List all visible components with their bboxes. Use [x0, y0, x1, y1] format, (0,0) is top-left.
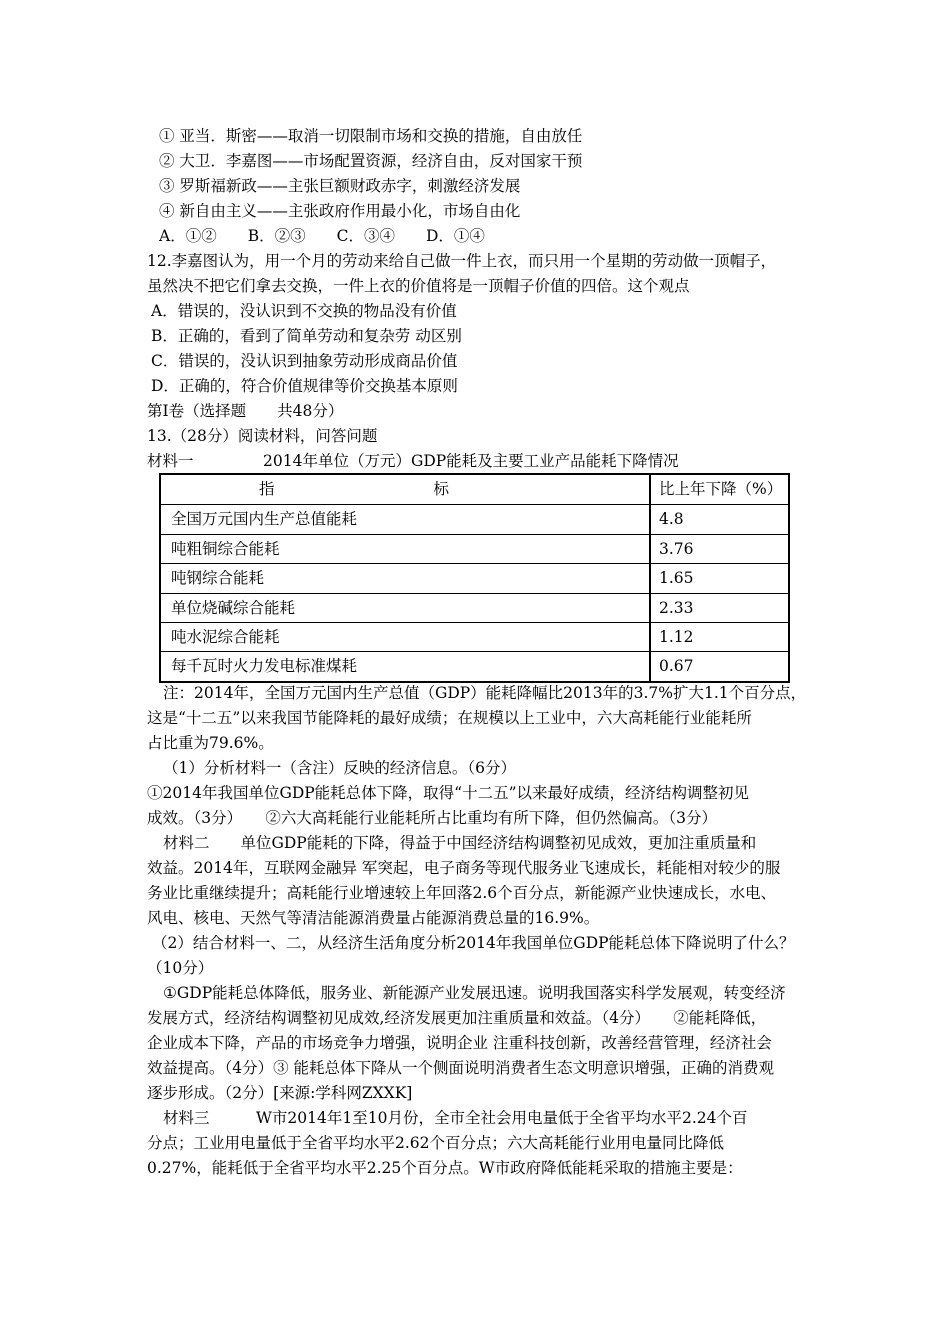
energy-table: [159, 473, 790, 683]
table-row: [161, 504, 788, 533]
q13-part2-question-2: （10分）: [147, 959, 214, 977]
q12-option-a: A．错误的，没认识到不交换的物品没有价值: [151, 302, 457, 320]
q13-part2-question-1: （2）结合材料一、二，从经济生活角度分析2014年我国单位GDP能耗总体下降说明了什么？: [152, 934, 795, 952]
material3-line-1: 材料三 W市2014年1至10月份，全市全社会用电量低于全省平均水平2.24个百: [163, 1109, 748, 1127]
table-row: [161, 651, 788, 680]
q13-part2-answer-4: 效益提高。（4分）③ 能耗总体下降从一个侧面说明消费者生态文明意识增强，正确的消费观: [147, 1059, 775, 1077]
q13-part2-answer-3: 企业成本下降，产品的市场竞争力增强，说明企业 注重科技创新，改善经营管理，经济社会: [147, 1034, 772, 1052]
header-char-2: 标: [433, 480, 449, 498]
table-row: [161, 593, 788, 622]
table-header-change: 比上年下降（%）: [650, 475, 788, 504]
row-indicator: 吨粗铜综合能耗: [161, 535, 650, 563]
row-value: 4.8: [650, 505, 788, 533]
note-line-3: 占比重为79.6%。: [147, 734, 274, 752]
row-value: 0.67: [650, 652, 788, 680]
q11-option-3: ③ 罗斯福新政——主张巨额财政赤字，刺激经济发展: [159, 177, 521, 195]
q13-part2-answer-5: 逐步形成。（2分）[来源:学科网ZXXK]: [147, 1084, 413, 1102]
row-indicator: 每千瓦时火力发电标准煤耗: [161, 652, 650, 680]
note-line-1: 注：2014年，全国万元国内生产总值（GDP）能耗降幅比2013年的3.7%扩大1.1个百分点，: [163, 684, 807, 702]
material1-title: 2014年单位（万元）GDP能耗及主要工业产品能耗下降情况: [263, 452, 679, 470]
q13-part1-answer-1: ①2014年我国单位GDP能耗总体下降，取得“十二五”以来最好成绩，经济结构调整初见: [147, 784, 750, 802]
material2-line-4: 风电、核电、天然气等清洁能源消费量占能源消费总量的16.9%。: [147, 909, 600, 927]
table-row: [161, 534, 788, 563]
q13-part1-question: （1）分析材料一（含注）反映的经济信息。（6分）: [163, 759, 516, 777]
q12-option-b: B．正确的，看到了简单劳动和复杂劳 动区别: [151, 327, 462, 345]
q11-option-2: ② 大卫．李嘉图——市场配置资源，经济自由，反对国家干预: [159, 152, 583, 170]
material3-line-3: 0.27%，能耗低于全省平均水平2.25个百分点。W市政府降低能耗采取的措施主要是：: [147, 1159, 743, 1177]
q11-option-1: ① 亚当．斯密——取消一切限制市场和交换的措施，自由放任: [159, 127, 583, 145]
material3-line-2: 分点；工业用电量低于全省平均水平2.62个百分点；六大高耗能行业用电量同比降低: [147, 1134, 725, 1152]
material1-label: 材料一: [147, 452, 194, 470]
row-value: 2.33: [650, 594, 788, 622]
section-heading: 第Ⅰ卷（选择题 共48分）: [147, 402, 344, 420]
table-row: [161, 563, 788, 592]
q13-part1-answer-2: 成效。（3分） ②六大高耗能行业能耗所占比重均有所下降，但仍然偏高。（3分）: [147, 809, 717, 827]
q12-option-d: D．正确的，符合价值规律等价交换基本原则: [151, 377, 458, 395]
q13-part2-answer-2: 发展方式，经济结构调整初见成效,经济发展更加注重质量和效益。（4分） ②能耗降低，: [147, 1009, 767, 1027]
row-indicator: 单位烧碱综合能耗: [161, 594, 650, 622]
material2-line-2: 效益。2014年，互联网金融异 军突起，电子商务等现代服务业飞速成长，耗能相对较少的服: [147, 859, 781, 877]
q11-choices: A．①② B．②③ C．③④ D．①④: [159, 227, 485, 245]
row-value: 3.76: [650, 535, 788, 563]
material2-line-1: 材料二 单位GDP能耗的下降，得益于中国经济结构调整初见成效，更加注重质量和: [163, 834, 757, 852]
q11-option-4: ④ 新自由主义——主张政府作用最小化，市场自由化: [159, 202, 521, 220]
table-header-indicator: [161, 475, 650, 504]
row-indicator: 全国万元国内生产总值能耗: [161, 505, 650, 533]
row-indicator: 吨钢综合能耗: [161, 564, 650, 592]
row-value: 1.12: [650, 623, 788, 651]
row-indicator: 吨水泥综合能耗: [161, 623, 650, 651]
table-header-row: [161, 475, 788, 504]
q13-title: 13.（28分）阅读材料，问答问题: [147, 427, 378, 445]
q13-part2-answer-1: ①GDP能耗总体降低，服务业、新能源产业发展迅速。说明我国落实科学发展观，转变经济: [163, 984, 786, 1002]
note-line-2: 这是“十二五”以来我国节能降耗的最好成绩；在规模以上工业中，六大高耗能行业能耗所: [147, 709, 752, 727]
material2-line-3: 务业比重继续提升；高耗能行业增速较上年回落2.6个百分点，新能源产业快速成长，水电、: [147, 884, 777, 902]
row-value: 1.65: [650, 564, 788, 592]
header-char-1: 指: [259, 480, 275, 498]
q12-option-c: C．错误的，没认识到抽象劳动形成商品价值: [151, 352, 458, 370]
q12-stem-line-2: 虽然决不把它们拿去交换，一件上衣的价值将是一顶帽子价值的四倍。这个观点: [147, 277, 690, 295]
q12-stem-line-1: 12.李嘉图认为，用一个月的劳动来给自己做一件上衣，而只用一个星期的劳动做一顶帽子，: [147, 252, 777, 270]
table-row: [161, 622, 788, 651]
